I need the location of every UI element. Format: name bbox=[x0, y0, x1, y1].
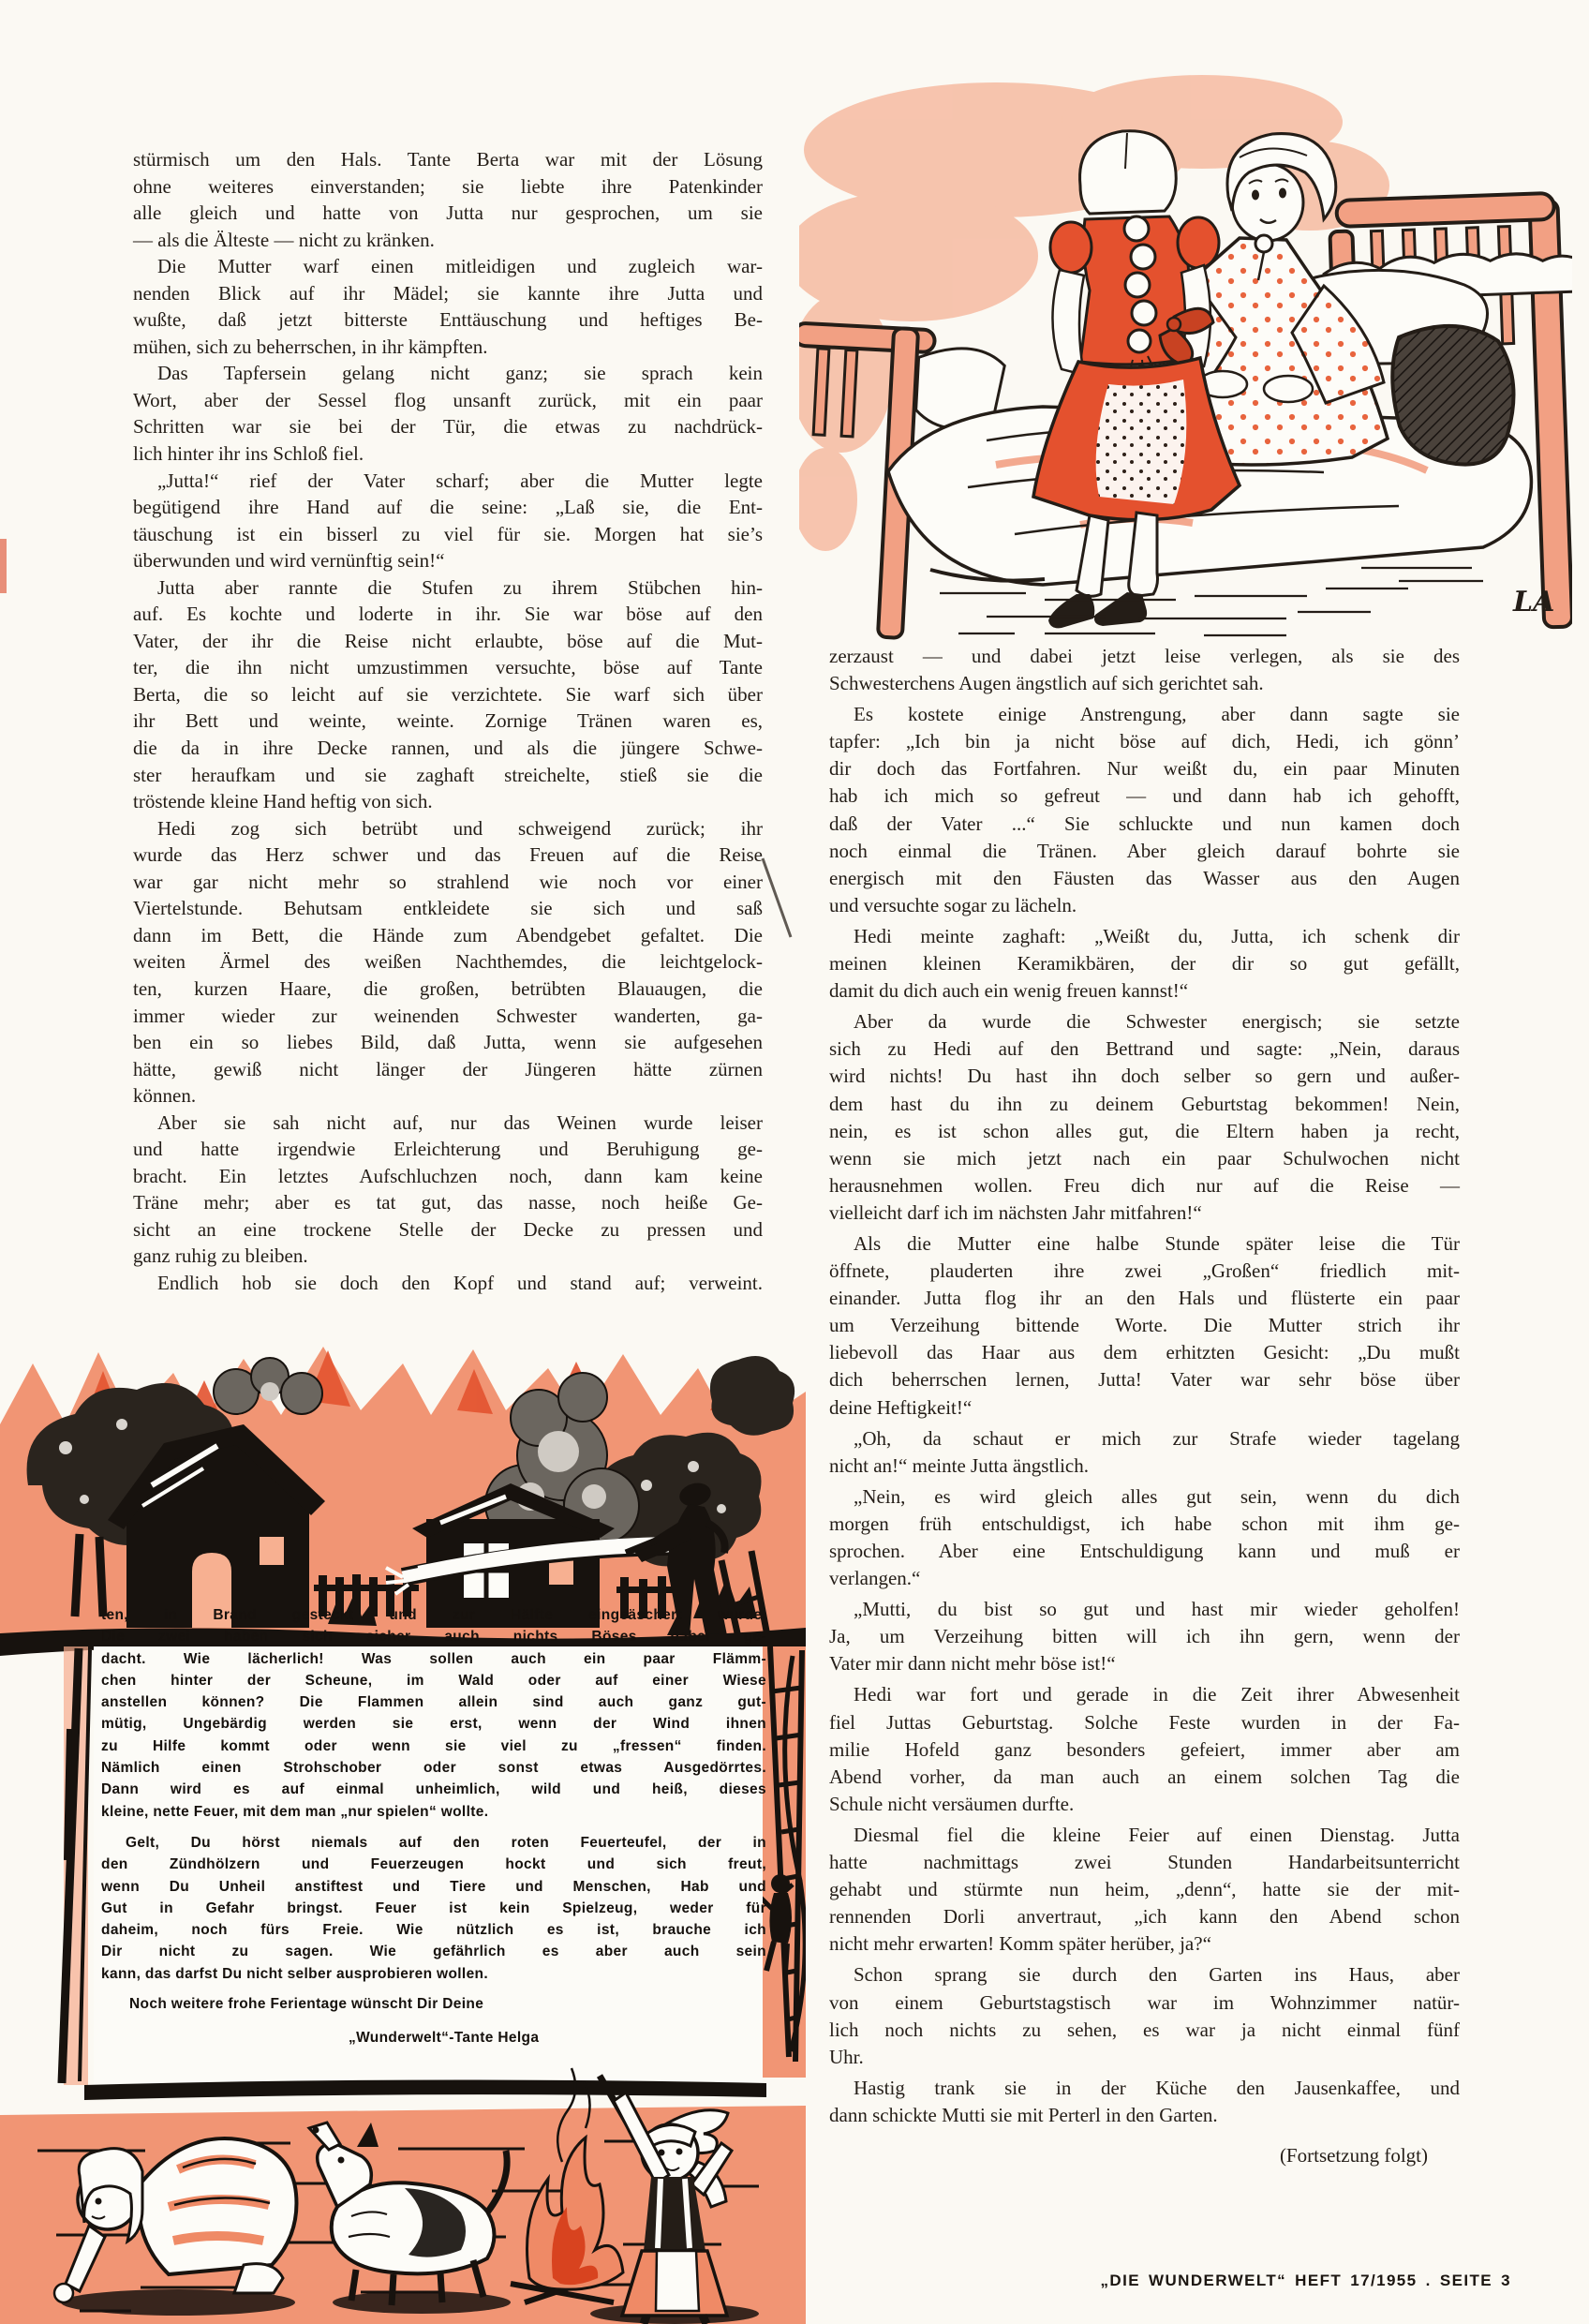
text-line: mütig, Ungebärdig werden sie erst, wenn der Wind ihnen bbox=[101, 1716, 766, 1733]
text-line: daß der Vater ...“ Sie schluckte und nun kamen doch bbox=[829, 812, 1460, 835]
text-line: Dir nicht zu sagen. Wie gefährlich es aber auch sein bbox=[101, 1944, 766, 1960]
paragraph bbox=[829, 923, 1460, 1005]
text-line: vielleicht darf ich im nächsten Jahr mitfahren!“ bbox=[829, 1200, 1202, 1224]
text-line: liebevoll das Haar aus dem erhitzten Gesicht: „Du mußt bbox=[829, 1341, 1460, 1364]
text-line: ter, die ihn nicht umzustimmen versuchte, böse auf Tante bbox=[133, 656, 763, 679]
text-line: ihr Bett und weinte, weinte. Zornige Tränen waren es, bbox=[133, 709, 763, 733]
text-line: Vater, der ihr die Reise nicht erlaubte, böse auf die Mut- bbox=[133, 629, 763, 652]
text-line: um Verzeihung bittende Worte. Die Mutter strich ihr bbox=[829, 1314, 1460, 1337]
text-line: überwunden und wird vernünftig sein!“ bbox=[133, 549, 445, 573]
text-line: energisch mit den Fäusten das Wasser aus den Augen bbox=[829, 866, 1460, 889]
paragraph bbox=[829, 643, 1460, 697]
collar-button bbox=[1255, 235, 1272, 252]
text-line: Nämlich einen Strohschober oder sonst etwas Ausgedörrtes. bbox=[101, 1760, 766, 1777]
text-line: Schule nicht versäumen durfte. bbox=[829, 1792, 1075, 1815]
fire-panel-signature: „Wunderwelt“-Tante Helga bbox=[349, 2030, 540, 2047]
fire-panel-closing: Noch weitere frohe Ferientage wünscht Dir Deine bbox=[129, 1996, 484, 2013]
text-line: ten, kurzen Haare, die großen, betrübten Blauaugen, die bbox=[133, 976, 763, 1000]
text-line: zu Hilfe kommt oder wenn sie viel zu „fressen“ finden. bbox=[101, 1737, 766, 1754]
text-line: Berta, die so leicht auf sie verzichtete. Sie warf sich über bbox=[133, 682, 763, 706]
text-line: Vater mir dann nicht mehr böse ist!“ bbox=[829, 1652, 1116, 1676]
text-line: wurde das Herz schwer und das Freuen auf die Reise bbox=[133, 843, 763, 867]
text-line: Hedi zog sich betrübt und schweigend zurück; ihr bbox=[157, 816, 763, 840]
story-right-column bbox=[829, 643, 1460, 2129]
text-line: verlangen.“ bbox=[829, 1567, 921, 1590]
text-line: Wort, aber der Sessel flog unsanft zurück, mit ein paar bbox=[133, 388, 763, 411]
text-line: zerzaust — und dabei jetzt leise verlegen, als sie des bbox=[829, 645, 1460, 667]
dark-pillow bbox=[1392, 326, 1513, 465]
text-line: „Oh, da schaut er mich zur Strafe wieder tagelang bbox=[854, 1426, 1460, 1450]
text-line: kleine, nette Feuer, mit dem man „nur spielen“ wollte. bbox=[101, 1803, 489, 1820]
text-line: tapfer: „Ich bin ja nicht böse auf dich, Hedi, ich gönn’ bbox=[829, 730, 1460, 753]
text-line: wenn Du Unheil anstiftest und Tiere und Menschen, Hab und bbox=[101, 1878, 766, 1895]
bedroom-illustration bbox=[799, 45, 1572, 640]
text-line: sicht an eine trockene Stelle der Decke zu pressen und bbox=[133, 1217, 763, 1241]
text-line: hatte nachmittags zwei Stunden Handarbeitsunterricht bbox=[829, 1851, 1460, 1874]
text-line: einander. Jutta flog ihr an den Hals und flüsterte ein paar bbox=[829, 1287, 1460, 1310]
text-line: Ja, um Verzeihung bitten will ich ihn gern, wenn der bbox=[829, 1625, 1460, 1648]
text-line: hätte, gewiß nicht länger der Jüngeren hätte zürnen bbox=[133, 1057, 763, 1080]
text-line: war gar nicht mehr so strahlend wie noch vor einer bbox=[133, 870, 763, 893]
text-line: damit du dich auch ein wenig freuen kannst!“ bbox=[829, 979, 1189, 1003]
hand bbox=[1264, 376, 1313, 402]
continuation-note: (Fortsetzung folgt) bbox=[1279, 2144, 1428, 2167]
paragraph bbox=[133, 1270, 763, 1297]
window bbox=[260, 1537, 284, 1565]
text-line: Aber sie sah nicht auf, nur das Weinen wurde leiser bbox=[157, 1110, 763, 1134]
text-line: stürmisch um den Hals. Tante Berta war mit der Lösung bbox=[133, 148, 763, 171]
text-line: Die zwei haben sich sicher auch nichts Böses dabei ge- bbox=[101, 1629, 766, 1646]
text-line: von einem Geburtstagstisch war im Wohnzimmer natür- bbox=[829, 1990, 1460, 2014]
text-line: Als die Mutter eine halbe Stunde später leise die Tür bbox=[854, 1231, 1460, 1255]
text-line: gehabt und stürmte nun heim, „denn“, hatte sie der mit- bbox=[829, 1878, 1460, 1901]
text-line: weiten Ärmel des weißen Nachthemdes, die leichtgelock- bbox=[133, 950, 763, 974]
fire-safety-panel bbox=[101, 1604, 766, 2049]
hair bbox=[1080, 131, 1177, 214]
text-line: Die Mutter warf einen mitleidigen und zugleich war- bbox=[157, 255, 763, 278]
text-line: Träne mehr; aber es tat gut, das nasse, noch heiße Ge- bbox=[133, 1191, 763, 1214]
text-line: Es kostete einige Anstrengung, aber dann sagte sie bbox=[854, 703, 1460, 726]
text-line: fiel Juttas Geburtstag. Solche Feste wurden in der Fa- bbox=[829, 1710, 1460, 1734]
paragraph bbox=[829, 1425, 1460, 1480]
apron bbox=[656, 2251, 699, 2311]
text-line: und versuchte sogar zu lächeln. bbox=[829, 893, 1077, 916]
leg bbox=[234, 2264, 283, 2293]
text-line: deine Heftigkeit!“ bbox=[829, 1395, 973, 1419]
text-line: ten, in Brand gesteckt und zur Hälfte eingeäschert wurde. bbox=[101, 1607, 766, 1623]
text-line: dann im Bett, die Hände zum Abendgebet gefaltet. Die bbox=[133, 923, 763, 946]
page-footer: „DIE WUNDERWELT“ HEFT 17/1955 . SEITE 3 bbox=[1100, 2272, 1511, 2289]
text-line: Dann wird es auf einmal unheimlich, wild und heiß, dieses bbox=[101, 1781, 766, 1798]
text-line: Das Tapfersein gelang nicht ganz; sie sprach kein bbox=[157, 362, 763, 385]
text-line: rennenden Dorli anvertraut, „ich kann den Abend schon bbox=[829, 1905, 1460, 1929]
paragraph bbox=[133, 1110, 763, 1270]
arm bbox=[1052, 270, 1084, 375]
text-line: bracht. Ein letztes Aufschluchzen noch, dann kam keine bbox=[133, 1164, 763, 1187]
text-line: Schon sprang sie durch den Garten ins Haus, aber bbox=[854, 1963, 1460, 1987]
text-line: öffnete, plauderten ihre zwei „Großen“ friedlich mit- bbox=[829, 1259, 1460, 1283]
fire-panel-body bbox=[101, 1604, 766, 1985]
paragraph bbox=[829, 1008, 1460, 1227]
text-line: Hastig trank sie in der Küche den Jausenkaffee, und bbox=[854, 2076, 1460, 2099]
text-line: morgen früh entschuldigst, ich habe schon mit ihm ge- bbox=[829, 1512, 1460, 1535]
paragraph bbox=[829, 1681, 1460, 1817]
text-line: und hatte irgendwie Erleichterung und Beruhigung ge- bbox=[133, 1138, 763, 1161]
text-line: die da in ihre Decke rannen, und als die jüngere Schwe- bbox=[133, 737, 763, 760]
paragraph bbox=[829, 1822, 1460, 1958]
paragraph bbox=[829, 1596, 1460, 1677]
text-line: nein, es ist schon alles gut, die Eltern haben ja recht, bbox=[829, 1119, 1460, 1142]
text-line: ganz ruhig zu bleiben. bbox=[133, 1244, 308, 1268]
text-line: kann, das darfst Du nicht selber ausprobieren wollen. bbox=[101, 1965, 489, 1982]
text-line: täuschung ist ein bisserl zu viel für sie. Morgen hat sie’s bbox=[133, 522, 763, 545]
text-line: Schwesterchens Augen ängstlich auf sich gerichtet sah. bbox=[829, 672, 1264, 695]
paragraph bbox=[829, 1230, 1460, 1422]
story-left-column bbox=[133, 146, 763, 1297]
text-line: dann schickte Mutti sie mit Perterl in den Garten. bbox=[829, 2103, 1218, 2126]
text-line: Endlich hob sie doch den Kopf und stand auf; verweint. bbox=[157, 1271, 763, 1294]
text-line: daheim, noch fürs Freie. Wie nützlich es ist, brauche ich bbox=[101, 1922, 766, 1939]
text-line: dacht. Wie lächerlich! Was sollen auch ein paar Flämm- bbox=[101, 1650, 766, 1667]
text-line: dem hast du ihn zu deinem Geburtstag bekommen! Nein, bbox=[829, 1092, 1460, 1115]
text-line: Gelt, Du hörst niemals auf den roten Feuerteufel, der in bbox=[126, 1834, 766, 1851]
artist-signature: LA bbox=[1513, 586, 1555, 618]
text-line: nenden Blick auf ihr Mädel; sie kannte ihre Jutta und bbox=[133, 281, 763, 305]
text-line: herausnehmen wollen. Freu dich nur auf die Reise — bbox=[829, 1173, 1460, 1197]
text-line: Aber da wurde die Schwester energisch; sie setzte bbox=[854, 1010, 1460, 1034]
text-line: anstellen können? Die Flammen allein sind auch ganz gut- bbox=[101, 1694, 766, 1711]
text-line: ster heraufkam und sie zaghaft streichelte, stieß sie die bbox=[133, 763, 763, 786]
paragraph bbox=[133, 468, 763, 574]
scan-mark bbox=[757, 855, 794, 944]
text-line: Abend vorher, da man auch an einem solchen Tag die bbox=[829, 1765, 1460, 1788]
paragraph bbox=[829, 1483, 1460, 1592]
paragraph bbox=[133, 360, 763, 467]
text-line: auf. Es kochte und loderte in ihr. Sie war böse auf den bbox=[133, 603, 763, 626]
text-line: den Zündhölzern und Feuerzeugen hockt und sich freut, bbox=[101, 1856, 766, 1873]
text-line: mühen, sich zu beherrschen, in ihr kämpften. bbox=[133, 335, 488, 358]
text-line: Hedi war fort und gerade in die Zeit ihrer Abwesenheit bbox=[854, 1683, 1460, 1706]
paragraph bbox=[133, 253, 763, 360]
paragraph bbox=[133, 574, 763, 815]
text-line: können. bbox=[133, 1084, 197, 1108]
paragraph bbox=[101, 1604, 766, 1823]
text-line: noch einmal die Tränen. Aber gleich darauf bohrte sie bbox=[829, 839, 1460, 862]
text-line: sprochen. Aber eine Entschuldigung kann und muß er bbox=[829, 1540, 1460, 1562]
paragraph bbox=[829, 701, 1460, 919]
text-line: dich beherrschen lernen, Jutta! Vater war sehr böse über bbox=[829, 1368, 1460, 1392]
text-line: sich zu Hedi auf den Bettrand und sagte: „Nein, daraus bbox=[829, 1037, 1460, 1061]
text-line: Jutta aber rannte die Stufen zu ihrem Stübchen hin- bbox=[157, 575, 763, 599]
text-line: Schritten war sie bei der Tür, die etwas zu nachdrück- bbox=[133, 415, 763, 439]
panel-bottom-frame bbox=[84, 2079, 766, 2100]
text-line: immer wieder zur weinenden Schwester wanderten, ga- bbox=[133, 1004, 763, 1027]
text-line: Viertelstunde. Behutsam entkleidete sie sich und saß bbox=[133, 897, 763, 920]
text-line: Uhr. bbox=[829, 2045, 864, 2068]
paragraph bbox=[133, 146, 763, 253]
text-line: wenn sie mich jetzt nach ein paar Schulwochen nicht bbox=[829, 1146, 1460, 1169]
text-line: milie Hofeld ganz besonders gefeiert, immer aber am bbox=[829, 1737, 1460, 1761]
text-line: ohne weiteres einverstanden; sie liebte ihre Patenkinder bbox=[133, 174, 763, 198]
paragraph bbox=[829, 1961, 1460, 2070]
paragraph bbox=[829, 2075, 1460, 2129]
text-line: meinen kleinen Keramikbären, der dir so gut gefällt, bbox=[829, 952, 1460, 976]
text-line: nicht mehr erwarten! Komm später herüber, ja?“ bbox=[829, 1932, 1211, 1956]
text-line: wird nichts! Du hast ihn doch selber so gern und außer- bbox=[829, 1065, 1460, 1088]
text-line: ben ein so liebes Bild, daß Jutta, wenn sie aufgesehen bbox=[133, 1031, 763, 1054]
text-line: „Mutti, du bist so gut und hast mir wieder geholfen! bbox=[854, 1598, 1460, 1621]
text-line: lich hinter ihr ins Schloß fiel. bbox=[133, 442, 364, 466]
skirt-pattern bbox=[1096, 380, 1187, 504]
margin-mark bbox=[0, 539, 7, 593]
text-line: „Jutta!“ rief der Vater scharf; aber die Mutter legte bbox=[157, 469, 763, 492]
text-line: chen hinter der Scheune, im Wald oder auf einer Wiese bbox=[101, 1672, 766, 1689]
text-line: alle gleich und hatte von Jutta nur gesprochen, um sie bbox=[133, 201, 763, 225]
text-line: dir doch das Fortfahren. Nur weißt du, ein paar Minuten bbox=[829, 757, 1460, 781]
text-line: tröstende kleine Hand heftig von sich. bbox=[133, 790, 433, 813]
panel-left-frame bbox=[62, 1646, 90, 2085]
paragraph bbox=[101, 1832, 766, 1985]
text-line: begütigend ihre Hand auf die seine: „Laß sie, die Ent- bbox=[133, 496, 763, 519]
text-line: hab ich mich so gefreut — und dann hab ich gehofft, bbox=[829, 784, 1460, 808]
text-line: Hedi meinte zaghaft: „Weißt du, Jutta, ich schenk dir bbox=[854, 924, 1460, 947]
text-line: wußte, daß jetzt bitterste Enttäuschung und heftiges Be- bbox=[133, 308, 763, 332]
text-line: — als die Älteste — nicht zu kränken. bbox=[133, 228, 435, 251]
text-line: nicht an!“ meinte Jutta ängstlich. bbox=[829, 1453, 1089, 1477]
bottom-scene bbox=[0, 2068, 806, 2324]
shoe bbox=[1094, 592, 1147, 626]
text-line: Gut in Gefahr bringst. Feuer ist kein Spielzeug, weder für bbox=[101, 1899, 766, 1916]
text-line: Diesmal fiel die kleine Feier auf einen Dienstag. Jutta bbox=[854, 1823, 1460, 1846]
paragraph bbox=[133, 815, 763, 1110]
text-line: lich noch nichts zu sehen, es war ja nicht einmal fünf bbox=[829, 2018, 1460, 2041]
text-line: „Nein, es wird gleich alles gut sein, wenn du dich bbox=[854, 1484, 1460, 1508]
